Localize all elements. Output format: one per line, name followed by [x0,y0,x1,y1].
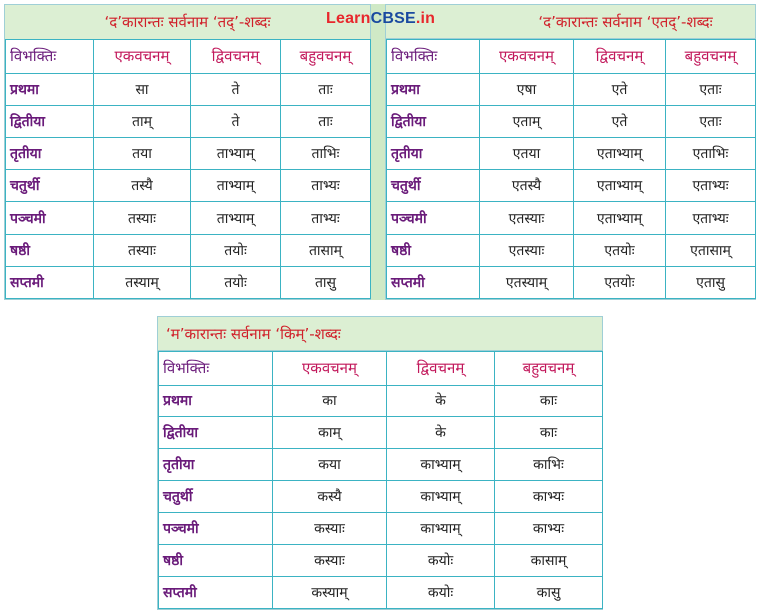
form-cell: काभ्याम् [387,449,495,481]
table-row [6,105,371,137]
form-cell: एतया [480,138,574,170]
case-name-cell: तृतीया [6,138,94,170]
case-name-cell: पञ्चमी [6,202,94,234]
table-row [159,513,603,545]
form-cell: एताभ्यः [666,170,756,202]
form-cell: सा [94,73,191,105]
table-row [6,266,371,298]
form-cell: के [387,417,495,449]
tad-declension-table [5,39,371,299]
table-row [387,73,756,105]
form-cell: एषा [480,73,574,105]
number-column-header: एकवचनम् [94,40,191,74]
learncbse-watermark [326,10,435,28]
tad-declension-panel [4,4,371,300]
form-cell: एतयोः [574,234,666,266]
table-row [159,449,603,481]
table-row [6,202,371,234]
case-name-cell: तृतीया [159,449,273,481]
form-cell: तस्यै [94,170,191,202]
form-cell: एते [574,105,666,137]
form-cell: एतासाम् [666,234,756,266]
form-cell: काः [495,417,603,449]
form-cell: ताभ्यः [281,202,371,234]
form-cell: एताभ्याम् [574,138,666,170]
watermark-learn: Learn [326,10,371,27]
form-cell: तयोः [191,234,281,266]
case-column-header: विभक्तिः [6,40,94,74]
watermark-domain: .in [415,10,436,27]
case-name-cell: प्रथमा [387,73,480,105]
etad-declension-panel [385,4,756,300]
form-cell: एताभ्याम् [574,170,666,202]
table-row [6,73,371,105]
number-column-header: एकवचनम् [273,352,387,386]
form-cell: के [387,385,495,417]
case-column-header: विभक्तिः [159,352,273,386]
form-cell: ताभ्यः [281,170,371,202]
form-cell: कासाम् [495,545,603,577]
table-row [387,266,756,298]
header-row [159,352,603,386]
form-cell: तस्याः [94,202,191,234]
number-column-header: बहुवचनम् [281,40,371,74]
form-cell: ताभ्याम् [191,202,281,234]
form-cell: काभ्याम् [387,481,495,513]
form-cell: ताभ्याम् [191,138,281,170]
form-cell: एतस्याम् [480,266,574,298]
kim-declension-panel [157,316,603,610]
table-row [159,481,603,513]
form-cell: एतासु [666,266,756,298]
tad-table-title: ‘द’कारान्तः सर्वनाम ‘तद्’-शब्दः [5,5,370,40]
case-name-cell: द्वितीया [6,105,94,137]
form-cell: तासाम् [281,234,371,266]
form-cell: तयोः [191,266,281,298]
case-name-cell: प्रथमा [6,73,94,105]
case-name-cell: षष्ठी [387,234,480,266]
form-cell: एतस्याः [480,234,574,266]
table-row [6,234,371,266]
table-row [387,105,756,137]
table-row [159,577,603,609]
form-cell: कयोः [387,577,495,609]
form-cell: एताः [666,105,756,137]
table-row [159,385,603,417]
number-column-header: एकवचनम् [480,40,574,74]
case-column-header: विभक्तिः [387,40,480,74]
case-name-cell: प्रथमा [159,385,273,417]
form-cell: तासु [281,266,371,298]
form-cell: एतयोः [574,266,666,298]
number-column-header: द्विवचनम् [191,40,281,74]
form-cell: कस्याम् [273,577,387,609]
form-cell: तस्याः [94,234,191,266]
form-cell: कस्यै [273,481,387,513]
form-cell: एताभ्याम् [574,202,666,234]
form-cell: ताः [281,73,371,105]
form-cell: ताः [281,105,371,137]
case-name-cell: द्वितीया [159,417,273,449]
kim-table-title: ‘म’कारान्तः सर्वनाम ‘किम्’-शब्दः [158,317,602,351]
case-name-cell: पञ्चमी [387,202,480,234]
form-cell: काभ्यः [495,481,603,513]
case-name-cell: पञ्चमी [159,513,273,545]
kim-declension-table [158,351,603,609]
form-cell: एते [574,73,666,105]
table-row [159,545,603,577]
form-cell: कयोः [387,545,495,577]
form-cell: काभिः [495,449,603,481]
case-name-cell: सप्तमी [159,577,273,609]
form-cell: ते [191,105,281,137]
form-cell: काम् [273,417,387,449]
number-column-header: बहुवचनम् [495,352,603,386]
form-cell: कस्याः [273,513,387,545]
case-name-cell: द्वितीया [387,105,480,137]
form-cell: काभ्यः [495,513,603,545]
panel-divider [371,4,385,300]
number-column-header: द्विवचनम् [387,352,495,386]
header-row [387,40,756,74]
form-cell: एताभिः [666,138,756,170]
form-cell: कस्याः [273,545,387,577]
table-row [6,170,371,202]
watermark-cbse: CBSE [370,10,416,27]
case-name-cell: सप्तमी [6,266,94,298]
form-cell: ते [191,73,281,105]
form-cell: एताः [666,73,756,105]
form-cell: एताभ्यः [666,202,756,234]
case-name-cell: सप्तमी [387,266,480,298]
case-name-cell: षष्ठी [159,545,273,577]
case-name-cell: चतुर्थी [159,481,273,513]
table-row [387,138,756,170]
form-cell: तस्याम् [94,266,191,298]
form-cell: काः [495,385,603,417]
table-row [6,138,371,170]
header-row [6,40,371,74]
table-row [159,417,603,449]
table-row [387,202,756,234]
form-cell: कया [273,449,387,481]
form-cell: काभ्याम् [387,513,495,545]
form-cell: का [273,385,387,417]
case-name-cell: चतुर्थी [6,170,94,202]
form-cell: ताभ्याम् [191,170,281,202]
form-cell: तया [94,138,191,170]
form-cell: ताम् [94,105,191,137]
form-cell: एतस्याः [480,202,574,234]
table-row [387,170,756,202]
number-column-header: द्विवचनम् [574,40,666,74]
etad-table-title: ‘द’कारान्तः सर्वनाम ‘एतद्’-शब्दः [386,5,755,39]
case-name-cell: चतुर्थी [387,170,480,202]
etad-declension-table [386,39,756,299]
case-name-cell: तृतीया [387,138,480,170]
form-cell: कासु [495,577,603,609]
form-cell: एताम् [480,105,574,137]
number-column-header: बहुवचनम् [666,40,756,74]
form-cell: ताभिः [281,138,371,170]
case-name-cell: षष्ठी [6,234,94,266]
form-cell: एतस्यै [480,170,574,202]
table-row [387,234,756,266]
